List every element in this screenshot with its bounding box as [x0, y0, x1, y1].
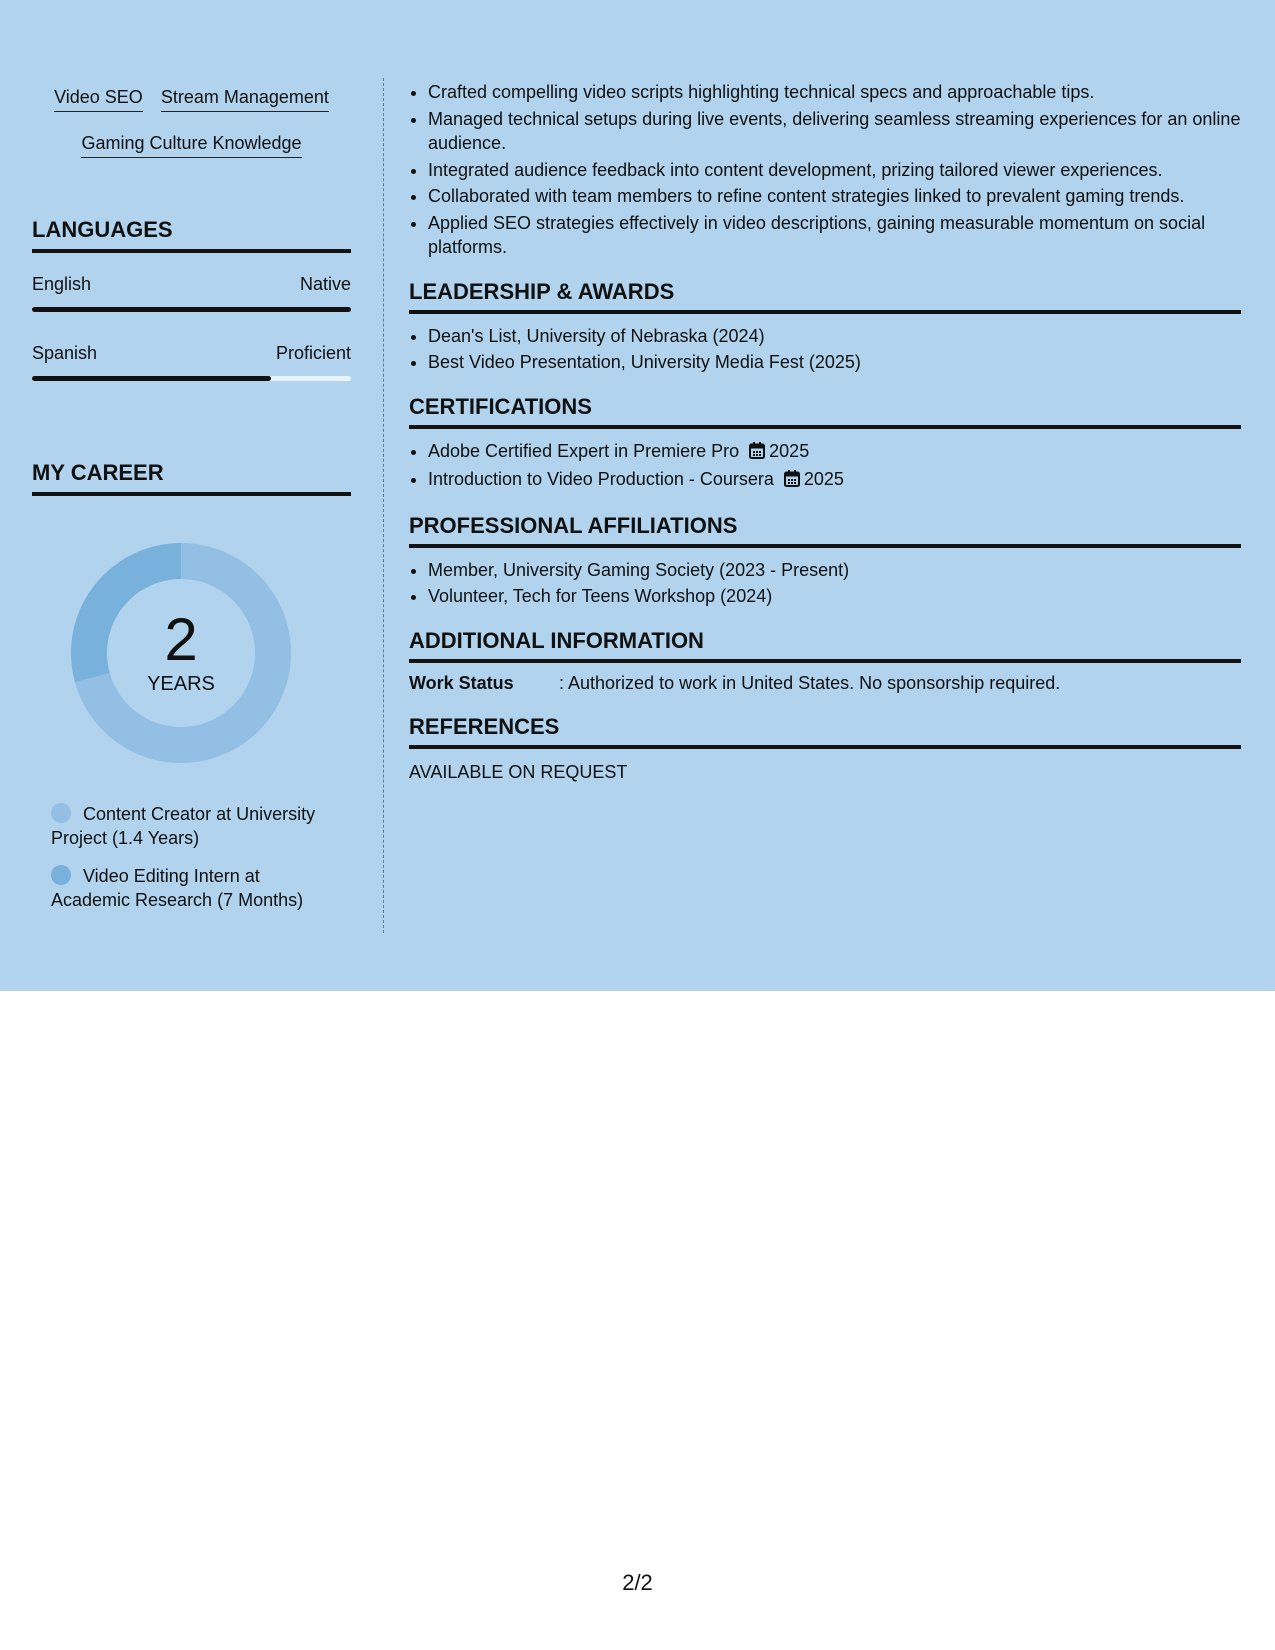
certification-name: Adobe Certified Expert in Premiere Pro: [428, 440, 740, 461]
additional-heading: ADDITIONAL INFORMATION: [409, 627, 1241, 663]
language-level: Proficient: [275, 343, 351, 363]
language-level: Native: [299, 274, 351, 294]
sidebar: [32, 78, 351, 926]
skill-tag: Stream Management: [161, 86, 329, 112]
language-item: [32, 342, 351, 381]
calendar-icon: [784, 469, 800, 494]
language-name: Spanish: [32, 343, 98, 363]
list-item: • Volunteer, Tech for Teens Workshop (2024): [428, 584, 1241, 609]
career-section: [32, 459, 351, 912]
skill-tag: Video SEO: [54, 86, 143, 112]
leadership-section: [409, 278, 1241, 375]
legend-dot: [51, 865, 71, 885]
page-number: 2/2: [622, 1570, 653, 1595]
language-name: English: [32, 274, 92, 294]
work-status-row: [409, 671, 1241, 695]
legend-item: [51, 864, 341, 912]
languages-heading: LANGUAGES: [32, 216, 351, 253]
legend-label: Content Creator at University Project (1.4 Years): [51, 804, 316, 848]
career-total-unit: YEARS: [147, 673, 215, 695]
certification-name: Introduction to Video Production - Coursera: [428, 469, 774, 489]
skills-list: [32, 78, 351, 178]
legend-item: [51, 802, 341, 850]
certification-year: 2025: [803, 469, 844, 489]
list-item: • Collaborated with team members to refine content strategies linked to prevalent gaming trends.: [428, 184, 1241, 209]
list-item: [428, 467, 1241, 494]
affiliations-section: [409, 512, 1241, 609]
list-item: • Best Video Presentation, University Media Fest (2025): [428, 350, 1241, 375]
skill-tag: Gaming Culture Knowledge: [81, 132, 301, 158]
certifications-section: [409, 393, 1241, 494]
career-heading: MY CAREER: [32, 459, 351, 496]
language-proficiency-bar: [32, 376, 351, 381]
list-item: • Member, University Gaming Society (2023 - Present): [428, 558, 1241, 583]
calendar-icon: [749, 441, 765, 466]
list-item: • Applied SEO strategies effectively in video descriptions, gaining measurable momentum on social platforms.: [428, 211, 1241, 260]
certification-year: 2025: [769, 440, 810, 461]
column-divider: [383, 78, 384, 933]
certifications-heading: CERTIFICATIONS: [409, 393, 1241, 429]
affiliations-heading: PROFESSIONAL AFFILIATIONS: [409, 512, 1241, 548]
references-section: [409, 713, 1241, 784]
experience-bullets: [409, 80, 1241, 260]
additional-section: [409, 627, 1241, 695]
list-item: [428, 439, 1241, 466]
career-donut-chart: [66, 538, 296, 768]
languages-section: [32, 216, 351, 381]
language-proficiency-bar: [32, 307, 351, 312]
career-total-number: 2: [164, 606, 198, 673]
legend-dot: [51, 803, 71, 823]
list-item: • Integrated audience feedback into content development, prizing tailored viewer experiences.: [428, 158, 1241, 183]
language-item: [32, 273, 351, 312]
references-text: AVAILABLE ON REQUEST: [409, 761, 628, 782]
main-column: [409, 78, 1241, 784]
language-proficiency-fill: [32, 376, 271, 381]
list-item: • Dean's List, University of Nebraska (2024): [428, 324, 1241, 349]
legend-label: Video Editing Intern at Academic Research (7 Months): [51, 866, 304, 910]
career-legend: [32, 802, 351, 912]
leadership-heading: LEADERSHIP & AWARDS: [409, 278, 1241, 314]
work-status-label: Work Status: [409, 672, 514, 693]
list-item: • Crafted compelling video scripts highlighting technical specs and approachable tips.: [428, 80, 1241, 105]
career-total: [66, 538, 296, 768]
list-item: • Managed technical setups during live events, delivering seamless streaming experiences for an online audience.: [428, 107, 1241, 156]
work-status-value: : Authorized to work in United States. No sponsorship required.: [559, 672, 1061, 693]
language-proficiency-fill: [32, 307, 351, 312]
references-heading: REFERENCES: [409, 713, 1241, 749]
